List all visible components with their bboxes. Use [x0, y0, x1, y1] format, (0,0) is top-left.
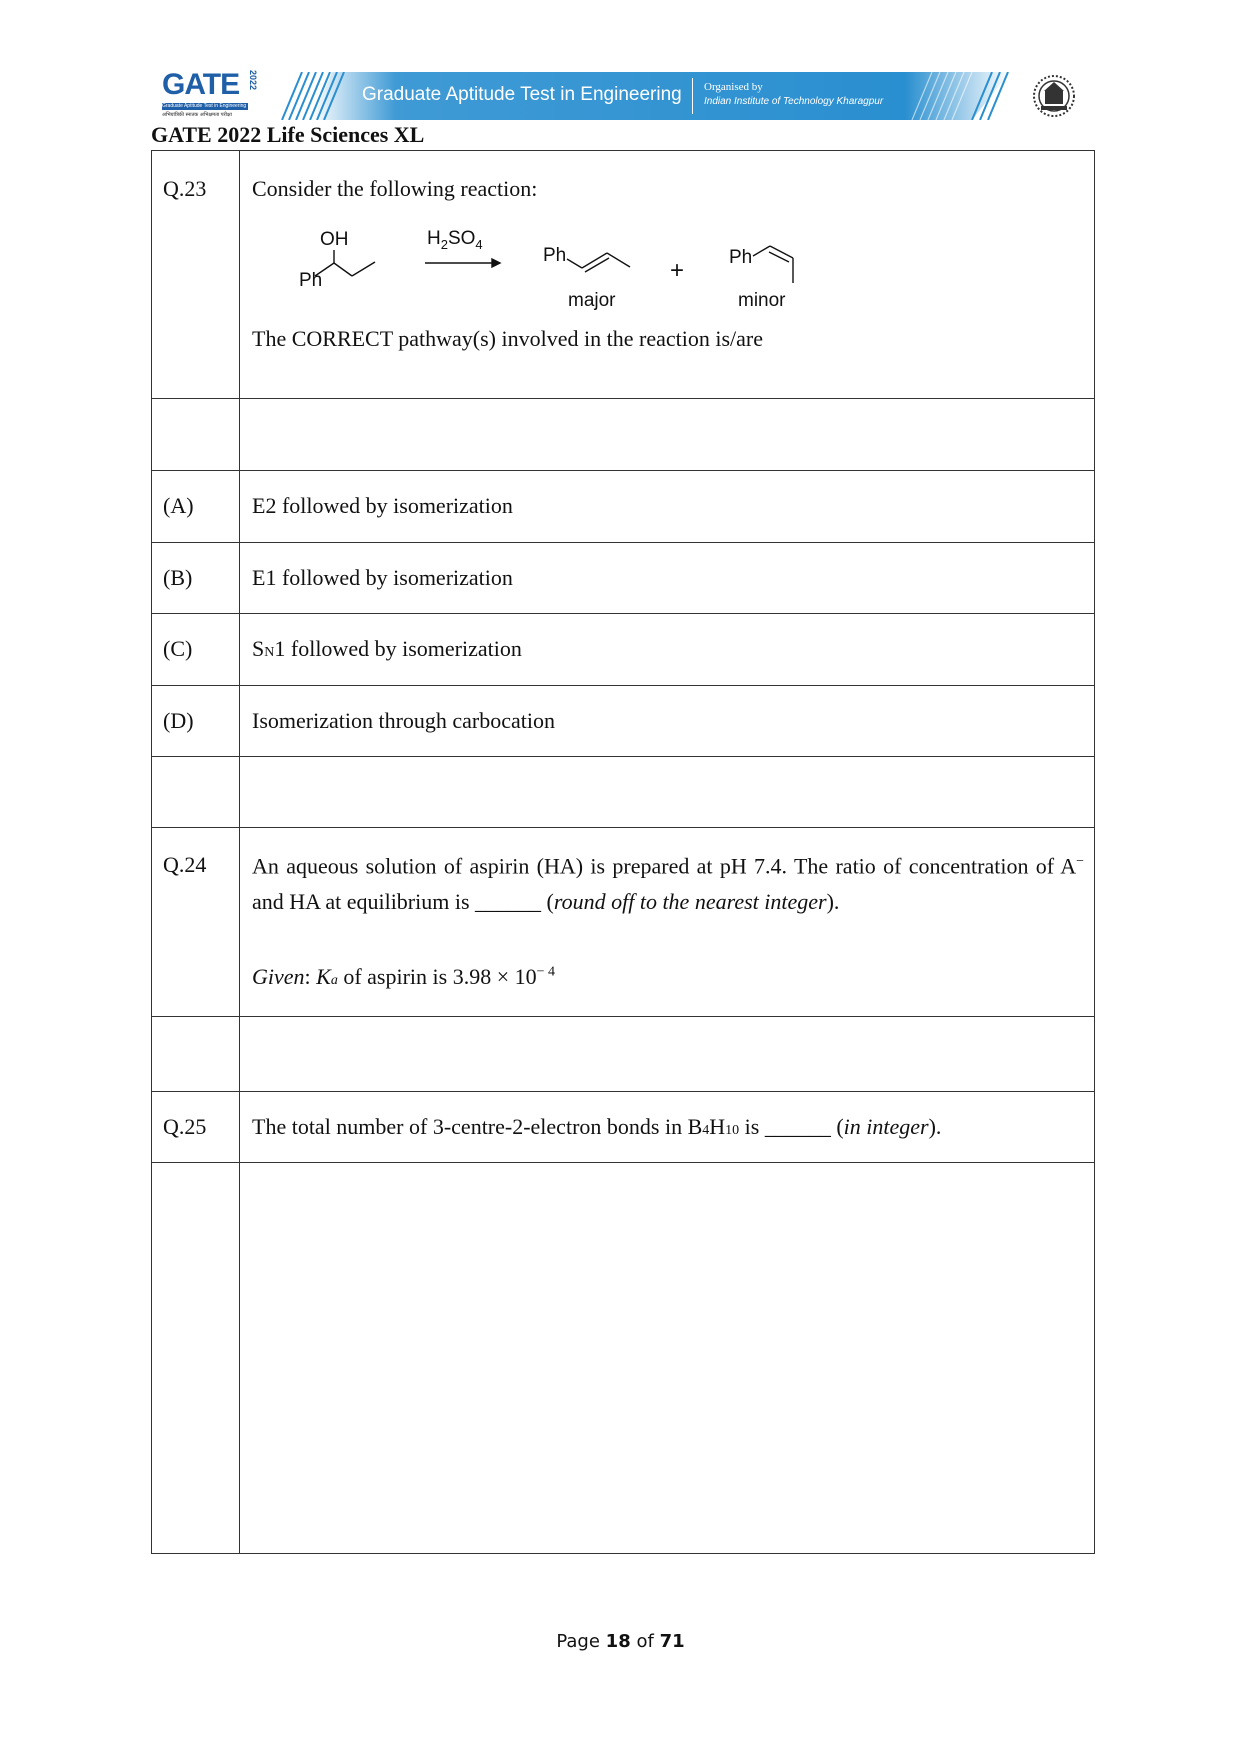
- iit-emblem-icon: [1032, 74, 1076, 118]
- blank-row: [152, 1163, 1094, 1553]
- reactant-ph: Ph: [299, 270, 323, 291]
- q25-text: The total number of 3-centre-2-electron bonds in B4H10 is ______ (in integer).: [252, 1114, 942, 1139]
- product1-label: major: [568, 290, 616, 311]
- q23-row: [152, 151, 1094, 399]
- q25-number: Q.25: [163, 1114, 207, 1139]
- logo-hindi: अभियांत्रिकी स्नातक अभिक्षमता परीक्षा: [162, 112, 232, 118]
- product2-ph: Ph: [729, 247, 753, 268]
- option-b-label: (B): [163, 565, 193, 590]
- blank-row: [152, 399, 1094, 471]
- gate-logo: [162, 68, 258, 122]
- page-header: [0, 0, 1241, 135]
- banner-title: Graduate Aptitude Test in Engineering: [362, 84, 682, 105]
- q23-prompt: Consider the following reaction:: [252, 176, 538, 201]
- organised-by: Organised by: [704, 81, 763, 93]
- q24-given: Given: Ka of aspirin is $3.98 \times 10^{- 4}$: [252, 964, 556, 989]
- option-c-label: (C): [163, 636, 193, 661]
- option-a-row: [152, 471, 1094, 543]
- blank-row: [152, 1017, 1094, 1092]
- question-table: [151, 150, 1095, 1554]
- banner-divider: [692, 78, 693, 114]
- reagent-label: $H_2SO_4$: [427, 228, 483, 252]
- option-c-text: SN1 followed by isomerization: [252, 636, 522, 661]
- q23-number: Q.23: [163, 176, 207, 201]
- blank-row: [152, 757, 1094, 828]
- option-a-text: E2 followed by isomerization: [252, 493, 513, 518]
- option-b-text: E1 followed by isomerization: [252, 565, 513, 590]
- organiser-name: Indian Institute of Technology Kharagpur: [704, 96, 884, 107]
- q25-row: [152, 1092, 1094, 1163]
- option-a-label: (A): [163, 493, 194, 518]
- product2-label: minor: [738, 290, 786, 311]
- page-footer: Page 18 of 71: [556, 1631, 685, 1652]
- option-b-row: [152, 543, 1094, 614]
- option-d-label: (D): [163, 708, 194, 733]
- logo-year: 2022: [248, 70, 258, 91]
- reaction-scheme: [282, 226, 842, 316]
- document-title: GATE 2022 Life Sciences XL: [151, 122, 425, 147]
- q24-text: An aqueous solution of aspirin (HA) is prepared at pH 7.4. The ratio of concentration of A− and HA at equilibrium is ______ (round off to the nearest integer).: [252, 853, 1084, 915]
- reactant-oh: OH: [320, 229, 349, 250]
- option-c-row: [152, 614, 1094, 686]
- option-d-text: Isomerization through carbocation: [252, 708, 556, 733]
- option-d-row: [152, 686, 1094, 757]
- logo-strip: Graduate Aptitude Test in Engineering: [162, 103, 247, 109]
- product1-ph: Ph: [543, 245, 567, 266]
- q23-question: The CORRECT pathway(s) involved in the reaction is/are: [252, 326, 763, 351]
- header-banner: [272, 72, 1010, 120]
- q24-number: Q.24: [163, 852, 207, 877]
- q24-row: [152, 828, 1094, 1017]
- plus-sign: +: [670, 257, 685, 284]
- logo-text: GATE: [162, 68, 240, 101]
